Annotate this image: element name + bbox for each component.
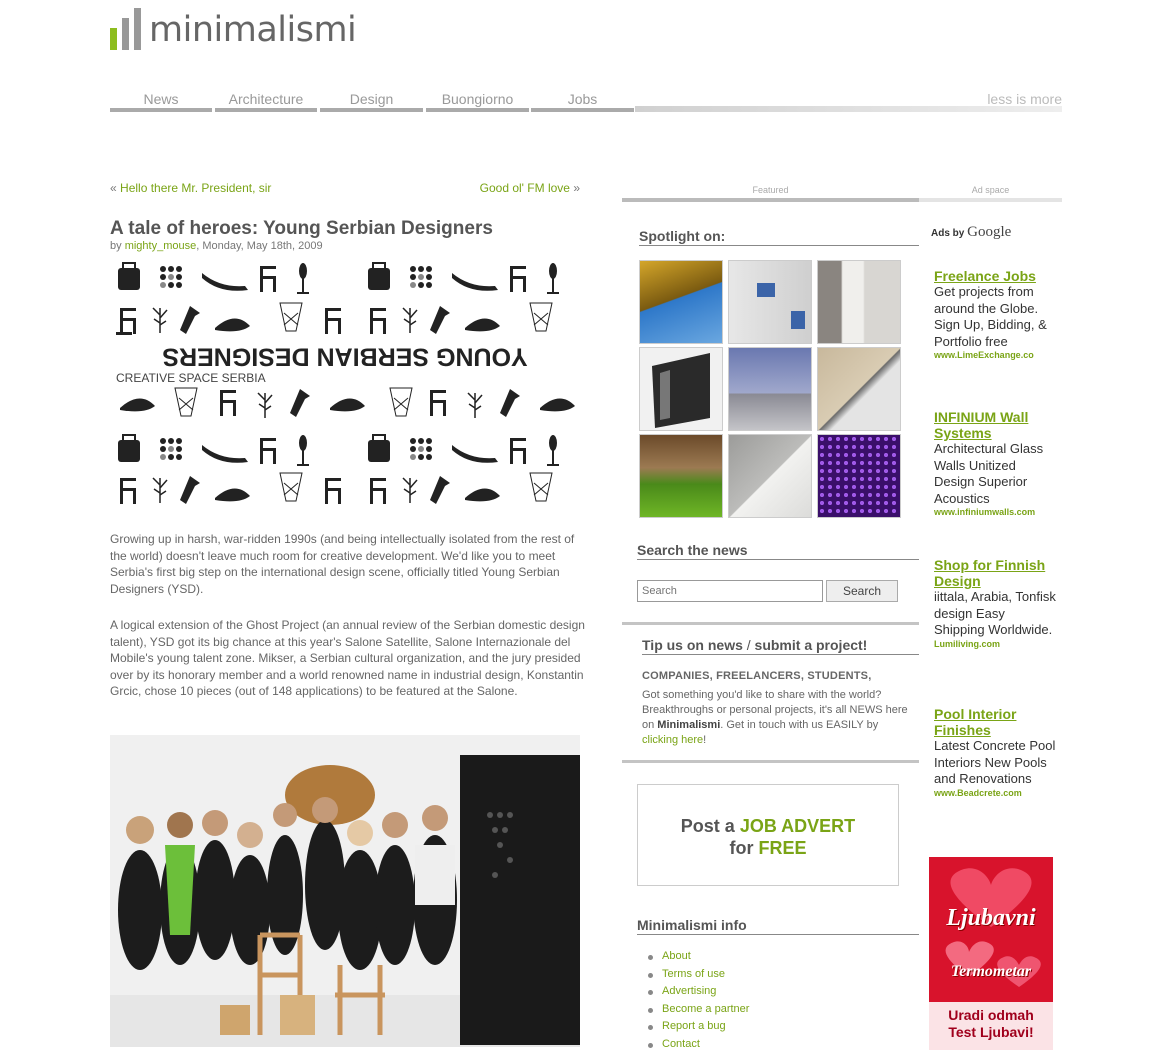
ads-by-google[interactable]	[931, 224, 1011, 241]
google-logo: Google	[967, 224, 1012, 240]
tip-heading	[642, 637, 919, 655]
main-nav	[110, 90, 1062, 112]
byline-prefix: by	[110, 240, 125, 252]
banner-title: Ljubavni	[946, 905, 1036, 931]
spotlight-thumb-8[interactable]	[728, 434, 812, 518]
ad-2-body: Architectural Glass Walls Unitized Design Superior Acoustics	[934, 441, 1044, 506]
ad-1-body: Get projects from around the Globe. Sign Up, Bidding, & Portfolio free	[934, 284, 1047, 349]
article-title: A tale of heroes: Young Serbian Designers	[110, 218, 493, 239]
tip-heading-separator: /	[742, 637, 755, 653]
next-post-label: Good ol' FM love	[479, 181, 570, 195]
info-item-about	[648, 950, 749, 968]
info-links	[648, 950, 749, 1050]
article-group-photo	[110, 735, 580, 1047]
tip-body-brand: Minimalismi	[657, 719, 721, 731]
tip-body-text-3: !	[703, 734, 707, 746]
spotlight-thumb-9[interactable]	[817, 434, 901, 518]
logo-bar-1	[110, 28, 117, 50]
report-bug-link[interactable]: Report a bug	[662, 1020, 726, 1032]
info-item-partner	[648, 1003, 749, 1021]
tip-body-text-2: . Get in touch with us EASILY by	[720, 719, 879, 731]
job-line-1	[638, 815, 898, 837]
hero-title: YOUNG SERBIAN DESIGNERS	[162, 342, 528, 371]
job-advert-text: JOB ADVERT	[739, 816, 856, 836]
job-line-2	[638, 837, 898, 859]
ad-3-title[interactable]: Shop for Finnish Design	[934, 557, 1046, 589]
contact-link[interactable]: Contact	[662, 1037, 700, 1050]
spotlight-thumb-2[interactable]	[728, 260, 812, 344]
love-thermometer-banner[interactable]	[929, 857, 1053, 1050]
job-line-2-prefix: for	[729, 838, 759, 858]
tip-body-text-1: Got something you'd like to share with the world? Breakthroughs or personal projects, it's all NEWS here on	[642, 689, 908, 731]
site-tagline: less is more	[987, 91, 1062, 107]
banner-cta: Uradi odmah Test Ljubavi!	[948, 1007, 1034, 1040]
prev-post-label: Hello there Mr. President, sir	[120, 181, 272, 195]
tab-ad-underline	[919, 198, 1062, 202]
nav-item-design[interactable]: Design	[320, 90, 423, 112]
nav-item-buongiorno[interactable]: Buongiorno	[426, 90, 529, 112]
spotlight-thumb-3[interactable]	[817, 260, 901, 344]
logo-bar-3	[134, 8, 141, 50]
ad-4-body: Latest Concrete Pool Interiors New Pools and Renovations	[934, 738, 1056, 786]
search-button[interactable]: Search	[826, 580, 898, 602]
tab-featured-underline	[622, 198, 919, 202]
tab-featured[interactable]: Featured	[752, 185, 789, 195]
spotlight-thumb-4[interactable]	[639, 347, 723, 431]
ad-4-title[interactable]: Pool Interior Finishes	[934, 706, 1017, 738]
tip-body	[642, 688, 912, 748]
article-date: , Monday, May 18th, 2009	[196, 240, 323, 252]
info-item-bug	[648, 1020, 749, 1038]
search-heading: Search the news	[637, 542, 919, 560]
job-free-text: FREE	[758, 838, 807, 858]
article-paragraph-2: A logical extension of the Ghost Project (an annual review of the Serbian domestic design talent), YSD got its big chance at this year's Salone Satellite, Salone Internazionale del Mobile's young talent zone. Mikser, a Serbian cultural organization, and the jury presided over by its honorary member and a world renowned name in industrial design, Konstantin Grcic, chose 10 pieces (out of 148 applications) to be featured at the Salone.	[110, 618, 585, 698]
article-hero-image	[110, 258, 580, 515]
spotlight-grid	[639, 260, 901, 518]
ad-3-url[interactable]: Lumiliving.com	[934, 638, 1001, 649]
ad-2-url[interactable]: www.infiniumwalls.com	[934, 507, 1036, 517]
info-item-contact	[648, 1038, 749, 1050]
search-input[interactable]	[637, 580, 823, 602]
tip-contact-link[interactable]: clicking here	[642, 734, 704, 746]
ad-4	[934, 706, 1059, 798]
sidebar-tabs	[622, 185, 1062, 201]
tip-heading-submit[interactable]: submit a project!	[754, 637, 868, 653]
spotlight-thumb-5[interactable]	[728, 347, 812, 431]
terms-link[interactable]: Terms of use	[662, 967, 725, 980]
tip-divider-bottom	[622, 760, 919, 763]
pattern-icons	[110, 258, 580, 515]
partner-link[interactable]: Become a partner	[662, 1002, 750, 1015]
next-arrow: »	[573, 181, 580, 195]
tip-heading-news[interactable]: Tip us on news	[642, 637, 743, 653]
info-item-advertising	[648, 985, 749, 1003]
article-paragraph-1: Growing up in harsh, war-ridden 1990s (and being intellectually isolated from the rest of the world) doesn't leave much room for creative development. We'd like you to meet Serbia's first big step on the international design scene, officially titled Young Serbian Designers (YSD).	[110, 532, 575, 596]
spotlight-thumb-7[interactable]	[639, 434, 723, 518]
nav-item-architecture[interactable]: Architecture	[215, 90, 317, 112]
ad-1-title[interactable]: Freelance Jobs	[934, 268, 1036, 284]
author-link[interactable]: mighty_mouse	[124, 240, 197, 252]
ad-3	[934, 557, 1059, 649]
advertising-link[interactable]: Advertising	[662, 985, 717, 997]
prev-post-link[interactable]	[110, 181, 271, 195]
logo-bar-2	[122, 18, 129, 50]
spotlight-thumb-1[interactable]	[639, 260, 723, 344]
ad-1	[934, 268, 1059, 360]
info-item-terms	[648, 968, 749, 986]
info-heading: Minimalismi info	[637, 917, 919, 935]
about-link[interactable]: About	[662, 950, 691, 962]
ads-by-label: Ads by	[931, 228, 968, 239]
ad-4-url[interactable]: www.Beadcrete.com	[934, 787, 1022, 798]
spotlight-heading: Spotlight on:	[639, 228, 919, 246]
hero-subtitle: CREATIVE SPACE SERBIA	[116, 371, 266, 385]
prev-arrow: «	[110, 181, 117, 195]
nav-item-jobs[interactable]: Jobs	[531, 90, 634, 112]
ad-2	[934, 409, 1059, 517]
nav-item-news[interactable]: News	[110, 90, 212, 112]
tab-ad-space[interactable]: Ad space	[971, 185, 1010, 195]
article-byline	[110, 240, 323, 252]
next-post-link[interactable]	[480, 181, 580, 195]
ad-1-url[interactable]: www.LimeExchange.co	[934, 350, 1034, 360]
post-job-banner[interactable]	[637, 784, 899, 886]
ad-3-body: iittala, Arabia, Tonfisk design Easy Shipping Worldwide.	[934, 589, 1056, 637]
tip-subheading: COMPANIES, FREELANCERS, STUDENTS,	[642, 670, 872, 682]
tip-divider-top	[622, 622, 919, 625]
ad-2-title[interactable]: INFINIUM Wall Systems	[934, 409, 1029, 441]
banner-subtitle: Termometar	[950, 963, 1032, 980]
job-line-1-prefix: Post a	[680, 816, 740, 836]
spotlight-thumb-6[interactable]	[817, 347, 901, 431]
site-logo[interactable]	[110, 5, 356, 50]
logo-text: minimalismi	[149, 10, 357, 50]
